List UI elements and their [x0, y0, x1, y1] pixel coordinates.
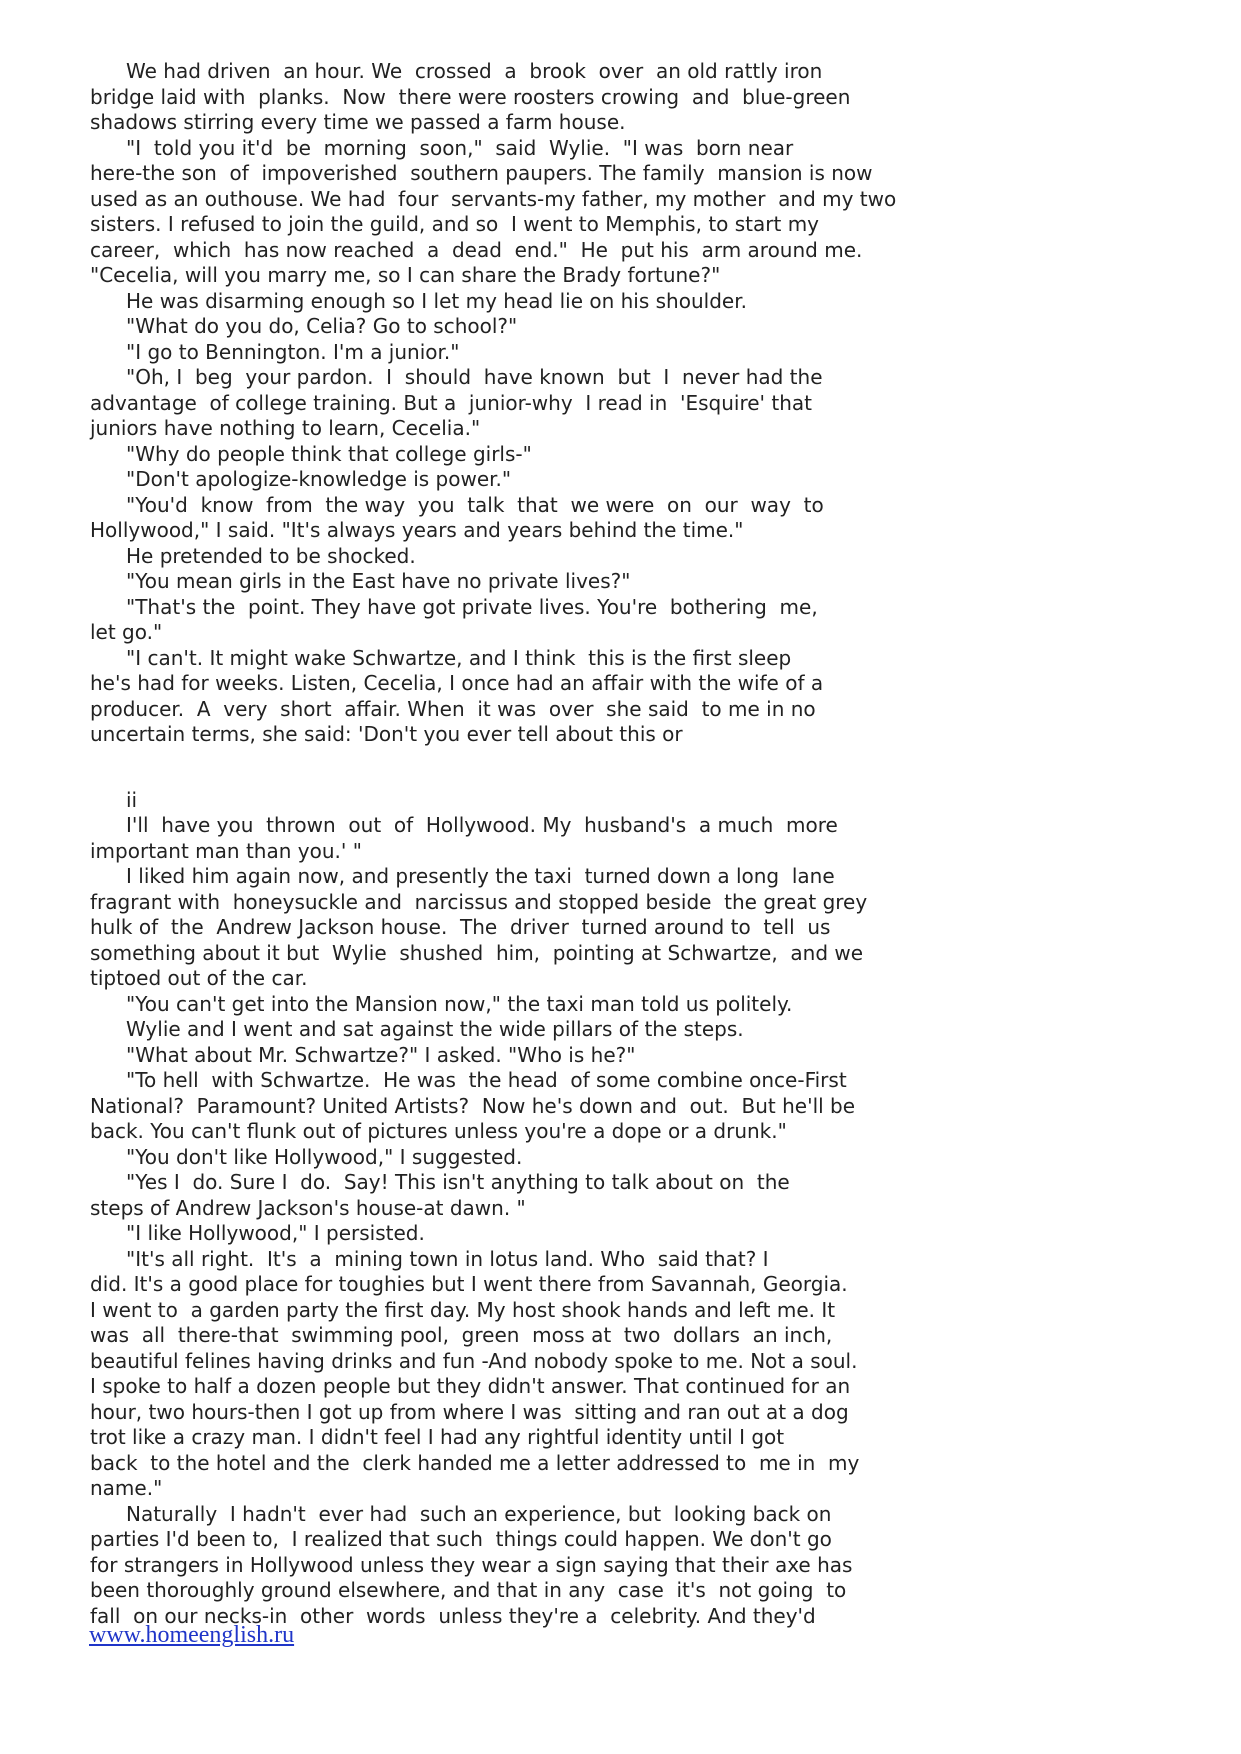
text-line: "Oh, I beg your pardon. I should have known but I never had the [126, 365, 823, 389]
text-line: bridge laid with planks. Now there were roosters crowing and blue-green [90, 84, 851, 109]
text-line: "To hell with Schwartze. He was the head of some combine once-First [126, 1068, 847, 1092]
text-line: for strangers in Hollywood unless they wear a sign saying that their axe has [90, 1552, 853, 1577]
document-page [90, 59, 1090, 1629]
text-line: producer. A very short affair. When it was over she said to me in no [90, 696, 816, 721]
text-line: "You can't get into the Mansion now," the taxi man told us politely. [126, 991, 793, 1016]
text-line: hulk of the Andrew Jackson house. The driver turned around to tell us [90, 915, 831, 939]
text-line: "Cecelia, will you marry me, so I can share the Brady fortune?" [90, 263, 721, 287]
text-line: "I go to Bennington. I'm a junior." [126, 339, 460, 364]
text-line: "I like Hollywood," I persisted. [126, 1221, 425, 1245]
text-line: He pretended to be shocked. [126, 543, 416, 568]
text-line: I went to a garden party the first day. My host shook hands and left me. It [90, 1297, 836, 1322]
text-line: back. You can't flunk out of pictures unless you're a dope or a drunk." [90, 1119, 787, 1143]
text-line: "What do you do, Celia? Go to school?" [126, 314, 518, 338]
text-line: name." [90, 1476, 163, 1500]
text-line: advantage of college training. But a junior-why I read in 'Esquire' that [90, 390, 813, 415]
text-line: We had driven an hour. We crossed a brook over an old rattly iron [126, 59, 823, 83]
text-line: hour, two hours-then I got up from where I was sitting and ran out at a dog [90, 1399, 849, 1424]
section-gap [90, 748, 1090, 788]
text-line: here-the son of impoverished southern paupers. The family mansion is now [90, 161, 873, 185]
text-line: steps of Andrew Jackson's house-at dawn. " [90, 1195, 526, 1220]
text-line: "You'd know from the way you talk that we were on our way to [126, 492, 824, 517]
text-line: tiptoed out of the car. [90, 966, 308, 990]
text-line: been thoroughly ground elsewhere, and that in any case it's not going to [90, 1578, 847, 1602]
text-line: fall on our necks-in other words unless they're a celebrity. And they'd [90, 1603, 816, 1628]
text-line: back to the hotel and the clerk handed me a letter addressed to me in my [90, 1450, 860, 1475]
text-line: used as an outhouse. We had four servants-my father, my mother and my two [90, 186, 897, 211]
text-line: "You don't like Hollywood," I suggested. [126, 1144, 523, 1169]
text-line: was all there-that swimming pool, green moss at two dollars an inch, [90, 1323, 833, 1347]
text-block-first [90, 59, 1090, 748]
text-line: I spoke to half a dozen people but they didn't answer. That continued for an [90, 1374, 851, 1398]
text-line: let go." [90, 620, 163, 644]
text-line: he's had for weeks. Listen, Cecelia, I once had an affair with the wife of a [90, 671, 824, 695]
text-line: career, which has now reached a dead end." He put his arm around me. [90, 237, 863, 262]
text-line: I liked him again now, and presently the taxi turned down a long lane [126, 864, 835, 888]
text-line: "Don't apologize-knowledge is power." [126, 467, 512, 491]
page-marker: ii [126, 787, 138, 812]
text-line: "That's the point. They have got private lives. You're bothering me, [126, 594, 818, 619]
text-line: Wylie and I went and sat against the wide pillars of the steps. [126, 1017, 744, 1041]
text-line: "It's all right. It's a mining town in lotus land. Who said that? I [126, 1246, 769, 1271]
text-block-second [90, 813, 1090, 1629]
text-line: beautiful felines having drinks and fun -And nobody spoke to me. Not a soul. [90, 1348, 858, 1373]
text-line: Naturally I hadn't ever had such an experience, but looking back on [126, 1501, 832, 1526]
text-line: trot like a crazy man. I didn't feel I had any rightful identity until I got [90, 1425, 785, 1449]
text-line: He was disarming enough so I let my head lie on his shoulder. [126, 288, 747, 313]
text-line: "Why do people think that college girls-" [126, 441, 532, 466]
text-line: parties I'd been to, I realized that such things could happen. We don't go [90, 1527, 832, 1551]
text-line: juniors have nothing to learn, Cecelia." [90, 416, 481, 440]
text-line: I'll have you thrown out of Hollywood. My husband's a much more [126, 813, 838, 837]
footer-website-link[interactable]: www.homeenglish.ru [89, 1622, 295, 1648]
text-line: "I can't. It might wake Schwartze, and I think this is the first sleep [126, 645, 792, 670]
text-line: "I told you it'd be morning soon," said Wylie. "I was born near [126, 135, 794, 160]
text-line: fragrant with honeysuckle and narcissus and stopped beside the great grey [90, 889, 868, 914]
text-line: did. It's a good place for toughies but I went there from Savannah, Georgia. [90, 1272, 848, 1296]
text-line: sisters. I refused to join the guild, and so I went to Memphis, to start my [90, 212, 820, 236]
text-line: uncertain terms, she said: 'Don't you ever tell about this or [90, 722, 683, 746]
text-line: shadows stirring every time we passed a farm house. [90, 110, 626, 134]
text-line: something about it but Wylie shushed him, pointing at Schwartze, and we [90, 940, 864, 965]
text-line: "Yes I do. Sure I do. Say! This isn't anything to talk about on the [126, 1170, 790, 1194]
text-line: "You mean girls in the East have no private lives?" [126, 569, 631, 593]
text-line: National? Paramount? United Artists? Now he's down and out. But he'll be [90, 1093, 856, 1118]
text-line: important man than you.' " [90, 838, 362, 863]
text-line: Hollywood," I said. "It's always years and years behind the time." [90, 518, 744, 542]
text-line: "What about Mr. Schwartze?" I asked. "Who is he?" [126, 1042, 636, 1067]
